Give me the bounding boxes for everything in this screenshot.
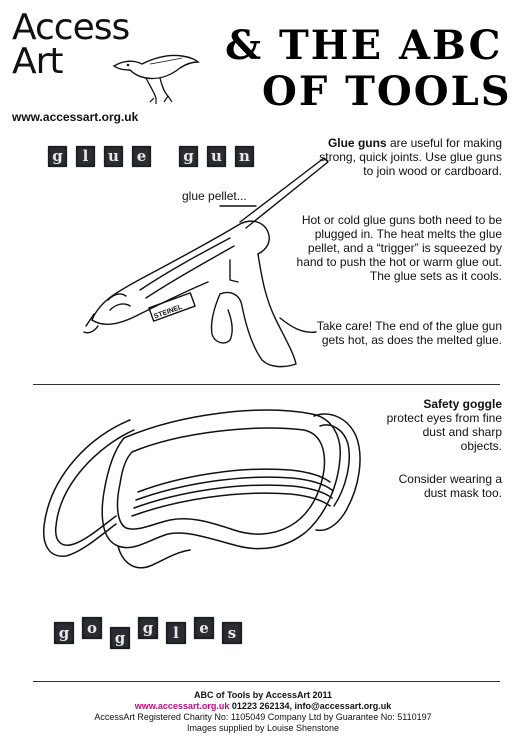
- glue-pellet-label: glue pellet...: [182, 189, 247, 203]
- stamp-letter: l: [166, 622, 186, 644]
- footer-title: ABC of Tools by AccessArt 2011: [193, 690, 333, 700]
- footer-contact: [0, 701, 526, 712]
- stamp-letter: n: [235, 146, 254, 167]
- footer-charity-info: AccessArt Registered Charity No: 1105049 Company Ltd by Guarantee No: 5110197: [94, 712, 432, 722]
- goggles-paragraph-2: Consider wearing a dust mask too.: [398, 472, 502, 500]
- glue-gun-paragraph-2: Hot or cold glue guns both need to be plugged in. The heat melts the glue pellet, and a “trigger” is squeezed by hand to push the hot or warm glue out. The glue sets as it cools.: [296, 213, 502, 283]
- goggles-intro-bold: Safety goggle: [423, 397, 502, 411]
- goggles-intro: [380, 397, 502, 453]
- page-title-line1: & THE ABC: [225, 22, 503, 69]
- goggles-stamp-word: [54, 617, 250, 647]
- footer-image-credit: Images supplied by Louise Shenstone: [186, 723, 340, 733]
- logo-text-art: Art: [12, 41, 63, 82]
- stamp-letter: e: [132, 146, 151, 167]
- stamp-letter: g: [138, 617, 158, 639]
- glue-gun-illustration: [80, 150, 330, 375]
- bird-logo-icon: [110, 46, 200, 110]
- section-divider: [33, 384, 500, 385]
- goggles-intro-rest: protect eyes from fine dust and sharp objects.: [386, 411, 502, 453]
- stamp-letter: s: [222, 622, 242, 644]
- stamp-letter: g: [110, 627, 130, 649]
- glue-gun-intro-bold: Glue guns: [327, 136, 387, 150]
- stamp-letter: u: [104, 146, 123, 167]
- safety-goggles-illustration: [30, 396, 375, 586]
- glue-gun-intro: [318, 136, 502, 178]
- stamp-letter: g: [48, 146, 67, 167]
- glue-gun-paragraph-3: Take care! The end of the glue gun gets hot, as does the melted glue.: [316, 319, 502, 347]
- stamp-letter: o: [82, 617, 102, 639]
- stamp-letter: g: [54, 622, 74, 644]
- footer-divider: [33, 681, 500, 682]
- glue-gun-intro-rest: are useful for making strong, quick joints. Use glue guns to join wood or cardboard.: [319, 136, 502, 178]
- page-title-line2: OF TOOLS: [262, 68, 512, 115]
- logo-url[interactable]: www.accessart.org.uk: [12, 110, 139, 124]
- stamp-letter: u: [207, 146, 226, 167]
- stamp-letter: g: [179, 146, 198, 167]
- glue-gun-brand: STEINEL: [153, 303, 184, 321]
- stamp-letter: l: [76, 146, 95, 167]
- logo-text-access: Access: [12, 7, 130, 48]
- stamp-letter: e: [194, 617, 214, 639]
- footer-website-link[interactable]: www.accessart.org.uk: [134, 701, 230, 711]
- footer-contact-details: 01223 262134, info@accessart.org.uk: [229, 701, 392, 711]
